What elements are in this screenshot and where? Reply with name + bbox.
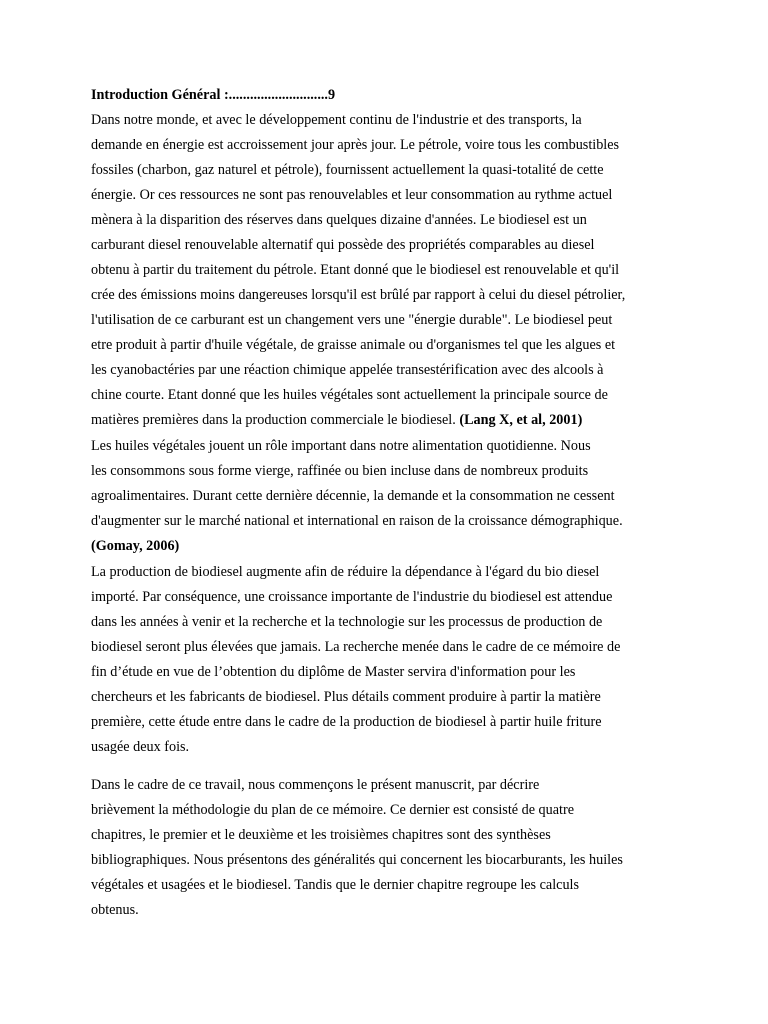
paragraph-1-last-line — [91, 411, 582, 429]
paragraph-3-line: première, cette étude entre dans le cadre de la production de biodiesel à partir huile friture — [91, 714, 602, 730]
paragraph-3-line: dans les années à venir et la recherche et la technologie sur les processus de production de — [91, 614, 603, 630]
paragraph-1-line: l'utilisation de ce carburant est un changement vers une "énergie durable". Le biodiesel peut — [91, 312, 613, 328]
paragraph-3-line: biodiesel seront plus élevées que jamais. La recherche menée dans le cadre de ce mémoire de — [91, 639, 621, 655]
citation-lang: (Lang X, et al, 2001) — [459, 412, 583, 428]
paragraph-4-line: bibliographiques. Nous présentons des généralités qui concernent les biocarburants, les huiles — [91, 852, 623, 868]
paragraph-4-line: végétales et usagées et le biodiesel. Tandis que le dernier chapitre regroupe les calculs — [91, 877, 580, 893]
paragraph-4-line: Dans le cadre de ce travail, nous commençons le présent manuscrit, par décrire — [91, 777, 540, 793]
paragraph-1-line: fossiles (charbon, gaz naturel et pétrole), fournissent actuellement la quasi-totalité de cette — [91, 162, 604, 178]
section-heading: Introduction Général :............................9 — [91, 87, 336, 103]
paragraph-1-line: les cyanobactéries par une réaction chimique appelée transestérification avec des alcools à — [91, 362, 604, 378]
paragraph-1-line: obtenu à partir du traitement du pétrole. Etant donné que le biodiesel est renouvelable et qu'il — [91, 262, 620, 278]
paragraph-1-line: carburant diesel renouvelable alternatif qui possède des propriétés comparables au diesel — [91, 237, 595, 253]
paragraph-1-line: énergie. Or ces ressources ne sont pas renouvelables et leur consommation au rythme actuel — [91, 187, 613, 203]
paragraph-2-line: agroalimentaires. Durant cette dernière décennie, la demande et la consommation ne cessent — [91, 488, 615, 504]
paragraph-1-line: etre produit à partir d'huile végétale, de graisse animale ou d'organismes tel que les algues et — [91, 337, 616, 353]
paragraph-3-line: La production de biodiesel augmente afin de réduire la dépendance à l'égard du bio diesel — [91, 564, 600, 580]
paragraph-3-line: importé. Par conséquence, une croissance importante de l'industrie du biodiesel est attendue — [91, 589, 613, 605]
paragraph-4-line: brièvement la méthodologie du plan de ce mémoire. Ce dernier est consisté de quatre — [91, 802, 574, 818]
paragraph-3-line: fin d’étude en vue de l’obtention du diplôme de Master servira d'information pour les — [91, 664, 576, 680]
paragraph-2-line: les consommons sous forme vierge, raffinée ou bien incluse dans de nombreux produits — [91, 463, 589, 479]
paragraph-1-line: crée des émissions moins dangereuses lorsqu'il est brûlé par rapport à celui du diesel pétrolier, — [91, 287, 626, 303]
paragraph-4-line: obtenus. — [91, 902, 139, 918]
paragraph-2-line: Les huiles végétales jouent un rôle important dans notre alimentation quotidienne. Nous — [91, 438, 591, 454]
paragraph-1-line: Dans notre monde, et avec le développement continu de l'industrie et des transports, la — [91, 112, 582, 128]
citation-gomay: (Gomay, 2006) — [91, 538, 180, 554]
paragraph-4-line: chapitres, le premier et le deuxième et les troisièmes chapitres sont des synthèses — [91, 827, 551, 843]
paragraph-1-line: chine courte. Etant donné que les huiles végétales sont actuellement la principale source de — [91, 387, 608, 403]
paragraph-2-line: d'augmenter sur le marché national et international en raison de la croissance démographique. — [91, 513, 623, 529]
paragraph-1-line: mènera à la disparition des réserves dans quelques dizaine d'années. Le biodiesel est un — [91, 212, 587, 228]
paragraph-1-last-text: matières premières dans la production commerciale le biodiesel. — [91, 412, 456, 428]
paragraph-3-line: chercheurs et les fabricants de biodiesel. Plus détails comment produire à partir la matière — [91, 689, 601, 705]
paragraph-1-line: demande en énergie est accroissement jour après jour. Le pétrole, voire tous les combustibles — [91, 137, 620, 153]
paragraph-3-line: usagée deux fois. — [91, 739, 190, 755]
